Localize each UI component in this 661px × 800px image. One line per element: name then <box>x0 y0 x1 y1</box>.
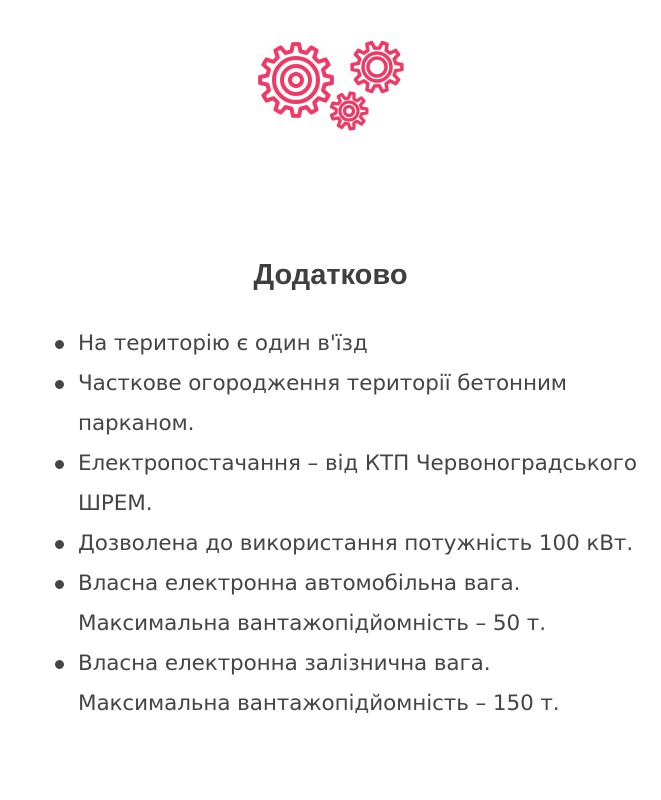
bullet-icon <box>55 660 64 669</box>
bullet-icon <box>55 460 64 469</box>
bullet-icon <box>55 540 64 549</box>
list-item-text: Дозволена до використання потужність 100 кВт. <box>78 531 634 556</box>
list-item-text: На територію є один в'їзд <box>78 331 368 356</box>
section-title: Додатково <box>253 259 408 291</box>
list-item-text: Електропостачання – від КТП Червоноградського ШРЕМ. <box>78 451 637 516</box>
list-item <box>52 644 637 724</box>
bullet-icon <box>55 340 64 349</box>
list-item <box>52 364 637 444</box>
list-item-text: Власна електронна залізнична вага. Максимальна вантажопідйомність – 150 т. <box>78 651 560 716</box>
list-item <box>52 564 637 644</box>
bullet-icon <box>55 580 64 589</box>
list-item <box>52 444 637 524</box>
list-item-text: Часткове огородження території бетонним парканом. <box>78 371 567 436</box>
features-list <box>52 324 637 724</box>
gears-icon <box>256 40 406 136</box>
list-item <box>52 524 637 564</box>
list-item <box>52 324 637 364</box>
bullet-icon <box>55 380 64 389</box>
list-item-text: Власна електронна автомобільна вага. Максимальна вантажопідйомність – 50 т. <box>78 571 546 636</box>
